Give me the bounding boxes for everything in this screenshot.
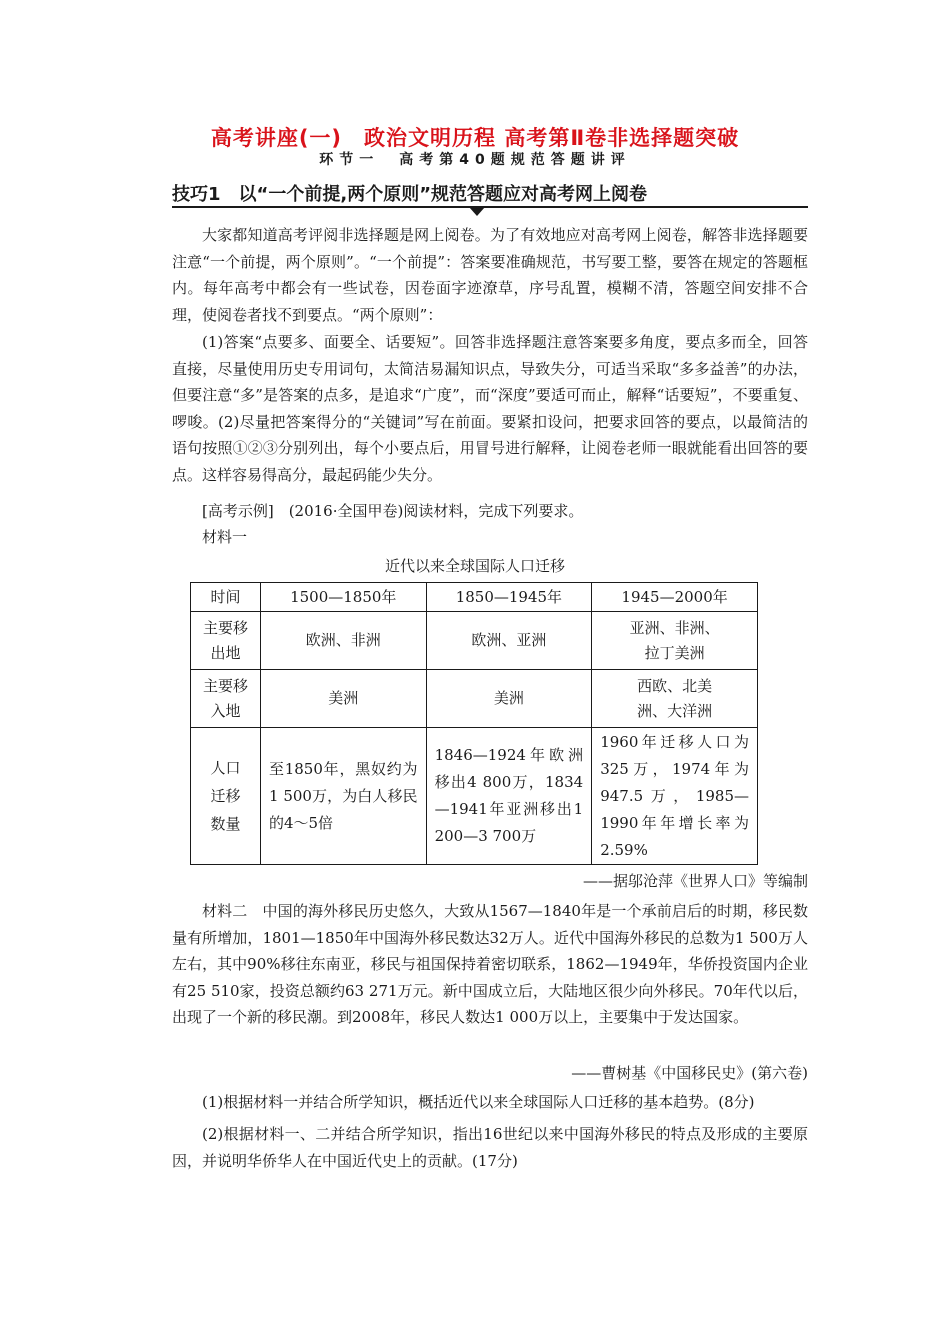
intro-paragraph-2: (1)答案“点要多、面要全、话要短”。回答非选择题注意答案要多角度，要点多而全，回答直接，尽量使用历史专用词句，太简洁易漏知识点，导致失分，可适当采取“多多益善”的办法，但要注意“多”是答案的点多，是追求“广度”，而“深度”要适可而止，解释“话要短”，不要重复、啰唆。(2)尽量把答案得分的“关键词”写在前面。要紧扣设问，把要求回答的要点，以最简洁的语句按照①②③分别列出，每个小要点后，用冒号进行解释，让阅卷老师一眼就能看出回答的要点。这样容易得高分，最起码能少失分。 [172,333,808,484]
table-cell: 人口迁移数量 [191,728,261,865]
skill-heading: 技巧1 以“一个前提,两个原则”规范答题应对高考网上阅卷 [172,184,648,205]
table-header-cell: 1945—2000年 [592,583,758,612]
table-cell: 1846—1924年欧洲移出4 800万，1834—1941年亚洲移出1 200—3 700万 [426,728,592,865]
table-cell: 主要移入地 [191,670,261,728]
table-header-row [191,583,758,612]
intro-paragraph-1: 大家都知道高考评阅非选择题是网上阅卷。为了有效地应对高考网上阅卷，解答非选择题要注意“一个前提，两个原则”。“一个前提”：答案要准确规范，书写要工整，要答在规定的答题框内。每年高考中都会有一些试卷，因卷面字迹潦草，序号乱置，模糊不清，答题空间安排不合理，使阅卷者找不到要点。“两个原则”： [172,226,808,324]
table-cell: 欧洲、亚洲 [426,612,592,670]
section-subtitle: 环节一 高考第40题规范答题讲评 [319,152,631,168]
table-header-cell: 1500—1850年 [260,583,426,612]
table-row [191,728,758,865]
question-1: (1)根据材料一并结合所学知识，概括近代以来全球国际人口迁移的基本趋势。(8分) [202,1093,755,1111]
material-two-source: ——曹树基《中国移民史》(第六卷) [571,1064,808,1082]
table-caption: 近代以来全球国际人口迁移 [384,557,565,575]
table-cell: 欧洲、非洲 [260,612,426,670]
table-cell: 西欧、北美洲、大洋洲 [592,670,758,728]
lecture-title: 高考讲座(一) 政治文明历程 高考第Ⅱ卷非选择题突破 [210,126,740,150]
material-one-label: 材料一 [202,528,248,546]
table-cell: 亚洲、非洲、拉丁美洲 [592,612,758,670]
table-cell: 美洲 [260,670,426,728]
heading-underline [172,206,808,208]
example-label: [高考示例] (2016·全国甲卷)阅读材料，完成下列要求。 [202,502,584,520]
table-cell: 主要移出地 [191,612,261,670]
table-row [191,612,758,670]
table-cell: 美洲 [426,670,592,728]
table-cell: 1960年迁移人口为325万，1974年为947.5万，1985—1990年年增长率为2.59% [592,728,758,865]
question-2: (2)根据材料一、二并结合所学知识，指出16世纪以来中国海外移民的特点及形成的主要原因，并说明华侨华人在中国近代史上的贡献。(17分) [172,1125,808,1170]
table-row [191,670,758,728]
migration-table [190,582,758,865]
table-header-cell: 1850—1945年 [426,583,592,612]
material-two-paragraph: 材料二 中国的海外移民历史悠久，大致从1567—1840年是一个承前启后的时期，移民数量有所增加，1801—1850年中国海外移民数达32万人。近代中国海外移民的总数为1 500万人左右，其中90%移往东南亚，移民与祖国保持着密切联系，1862—1949年，华侨投资国内企业有25 510家，投资总额约63 271万元。新中国成立后，大陆地区很少向外移民。70年代以后，出现了一个新的移民潮。到2008年，移民人数达1 000万以上，主要集中于发达国家。 [172,902,808,1026]
table-cell: 至1850年，黑奴约为1 500万，为白人移民的4～5倍 [260,728,426,865]
table-source: ——据邬沧萍《世界人口》等编制 [582,872,808,890]
table-header-cell: 时间 [191,583,261,612]
triangle-down-icon [469,207,485,216]
